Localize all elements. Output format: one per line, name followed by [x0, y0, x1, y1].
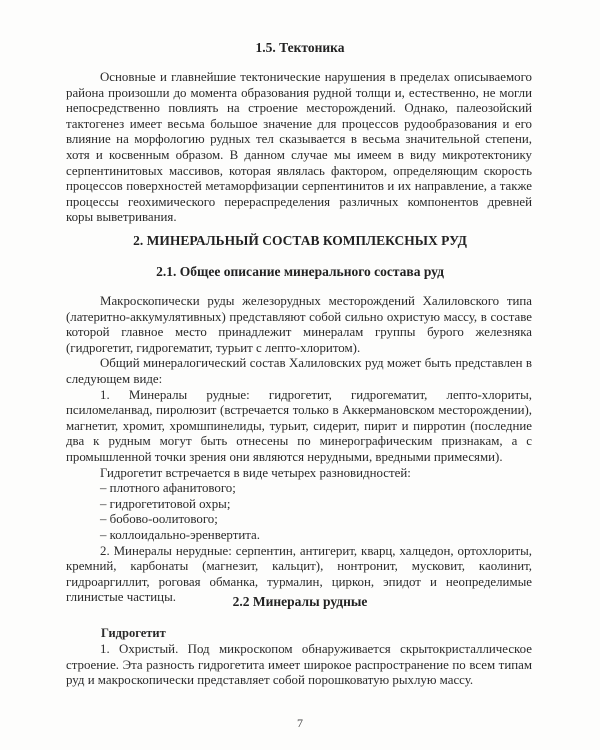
section-2-2-body	[66, 642, 532, 689]
list-item: – бобово-оолитового;	[100, 512, 218, 527]
subheading-gidrogetit: Гидрогетит	[101, 626, 166, 640]
section-1-5-body	[66, 70, 532, 226]
section-2-2-title: 2.2 Минералы рудные	[232, 594, 368, 609]
list-item: – гидрогетитовой охры;	[100, 496, 231, 511]
list-item: – коллоидально-эренвертита.	[100, 527, 260, 542]
paragraph: 1. Минералы рудные: гидрогетит, гидрогематит, лепто-хлориты, псиломеланвад, пиролюзит (встречается только в Аккермановском месторождении), магнетит, хромит, хромшпинелиды, турьит, сидерит, пирит и пирротин (последние два к рудным могут быть отнесены по минерографическим признакам, а с промышленной точки зрения они являются нерудными, вредными примесями).	[66, 387, 532, 464]
section-1-5-title: 1.5. Тектоника	[255, 40, 345, 55]
paragraph: Основные и главнейшие тектонические нарушения в пределах описываемого района произошли до момента образования рудной толщи и, естественно, не могли непосредственно повлиять на строение месторождений. Однако, палеозойский тактогенез имеет весьма большое значение для процессов рудообразования и его влияние на морфологию рудных тел сказывается в весьма значительной степени, хотя и косвенным образом. В данном случае мы имеем в виду микротектонику серпентинитовых массивов, которая являлась фактором, определяющим скорость процессов поверхностей метаморфизации серпентинитов и их направление, а также процессы геохимического перераспределения различных компонентов древней коры выветривания.	[66, 70, 532, 225]
page-number: 7	[297, 716, 303, 730]
paragraph: 2. Минералы нерудные: серпентин, антигерит, кварц, халцедон, ортохлориты, кремний, карбонаты (магнезит, кальцит), нонтронит, мусковит, каолинит, гидроаргиллит, роговая обманка, турмалин, циркон, эпидот и неопределимые глинистые частицы.	[66, 543, 532, 605]
section-2-1-title: 2.1. Общее описание минерального состава руд	[156, 264, 444, 279]
paragraph: Макроскопически руды железорудных месторождений Халиловского типа (латеритно-аккумулятивных) представляют собой сильно охристую массу, в составе которой главное место принадлежит минералам группы бурого железняка (гидрогетит, гидрогематит, турьит с лепто-хлоритом).	[66, 294, 532, 355]
list-item: – плотного афанитового;	[100, 481, 236, 496]
paragraph: Общий минералогический состав Халиловских руд может быть представлен в следующем виде:	[66, 356, 532, 386]
section-2-1-body	[66, 294, 532, 606]
paragraph: Гидрогетит встречается в виде четырех разновидностей:	[100, 465, 411, 480]
section-2-title: 2. МИНЕРАЛЬНЫЙ СОСТАВ КОМПЛЕКСНЫХ РУД	[133, 233, 467, 248]
paragraph: 1. Охристый. Под микроскопом обнаруживается скрытокристаллическое строение. Эта разность гидрогетита имеет широкое распространение по всем типам руд и макроскопически представляет собой порошковатую рыхлую массу.	[66, 642, 532, 688]
